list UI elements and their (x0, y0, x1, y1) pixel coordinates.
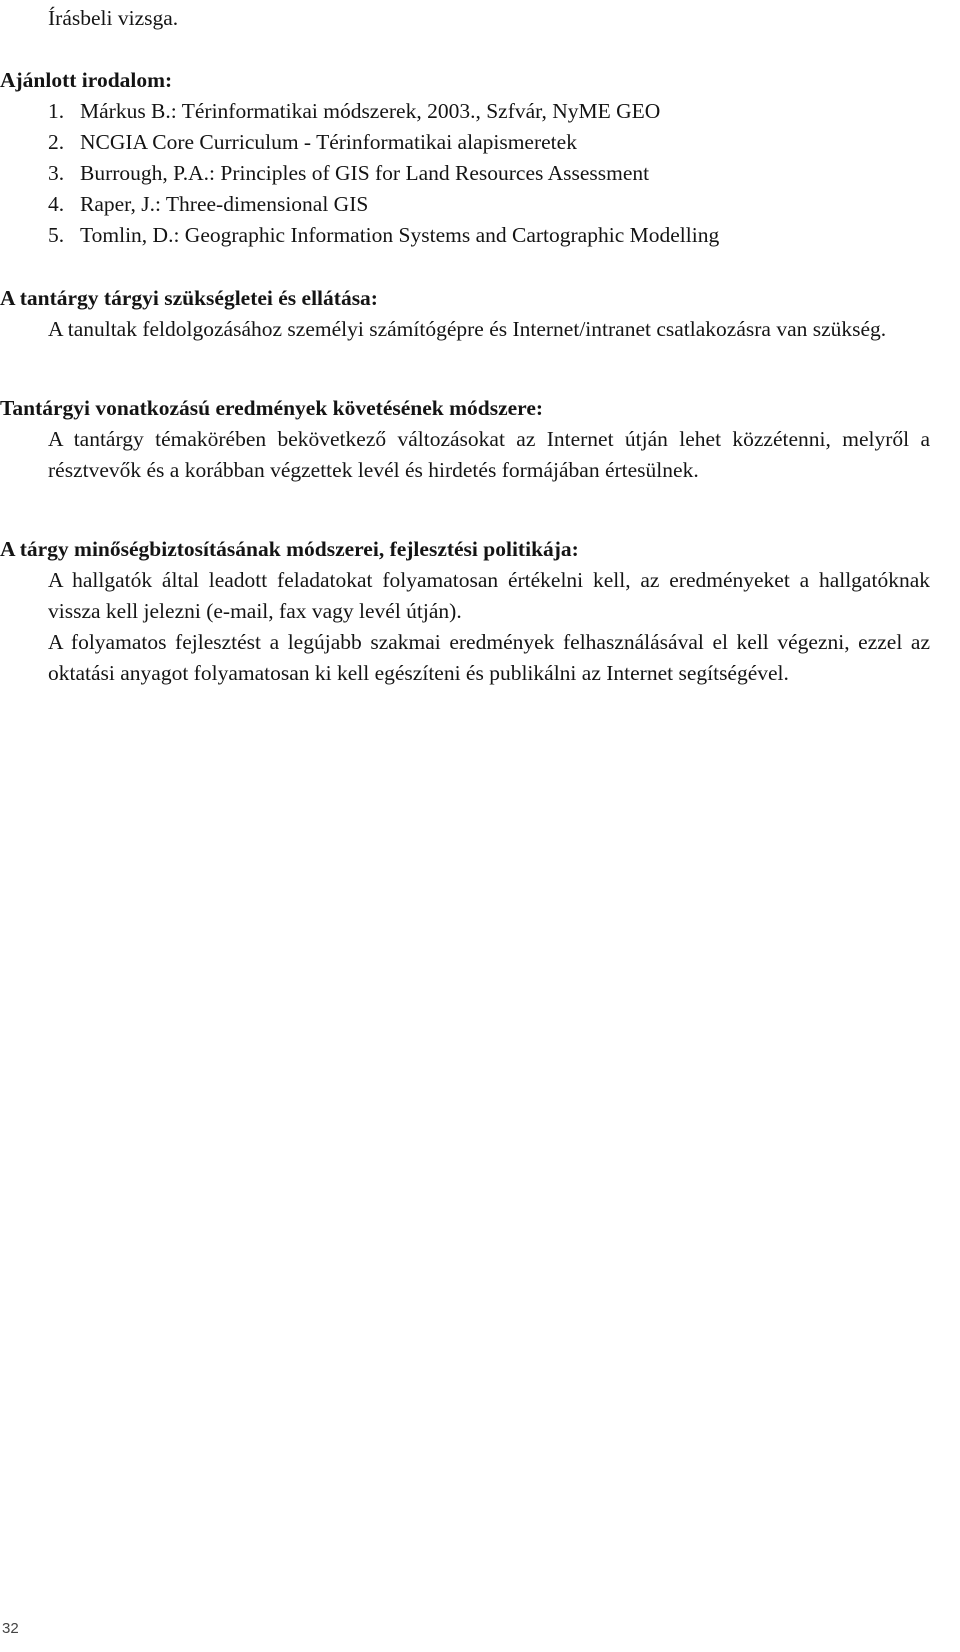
reference-item (48, 158, 930, 189)
quality-assurance-heading: A tárgy minőségbiztosításának módszerei, fejlesztési politikája: (0, 537, 579, 561)
requirements-section (0, 283, 930, 345)
reference-text: Burrough, P.A.: Principles of GIS for Land Resources Assessment (80, 161, 650, 185)
reference-item (48, 127, 930, 158)
requirements-text: A tanultak feldolgozásához személyi számítógépre és Internet/intranet csatlakozásra van szükség. (48, 317, 887, 341)
reference-text: NCGIA Core Curriculum - Térinformatikai alapismeretek (80, 130, 577, 154)
results-tracking-text: A tantárgy témakörében bekövetkező változásokat az Internet útján lehet közzétenni, melyről a résztvevők és a korábban végzettek levél és hirdetés formájában értesülnek. (48, 427, 930, 482)
quality-assurance-section (0, 534, 930, 689)
exam-type-text: Írásbeli vizsga. (48, 6, 179, 30)
reference-item (48, 96, 930, 127)
quality-assurance-paragraph: A folyamatos fejlesztést a legújabb szakmai eredmények felhasználásával el kell végezni, ezzel az oktatási anyagot folyamatosan ki kell egészíteni és publikálni az Internet segítségével. (48, 630, 930, 685)
reference-number: 4. (48, 192, 65, 216)
results-tracking-heading: Tantárgyi vonatkozású eredmények követésének módszere: (0, 396, 544, 420)
reference-text: Raper, J.: Three-dimensional GIS (80, 192, 369, 216)
reference-number: 2. (48, 130, 65, 154)
reference-number: 1. (48, 99, 65, 123)
reference-number: 3. (48, 161, 65, 185)
references-list (0, 96, 930, 251)
references-section (0, 65, 930, 251)
reference-text: Márkus B.: Térinformatikai módszerek, 2003., Szfvár, NyME GEO (80, 99, 661, 123)
reference-item (48, 220, 930, 251)
requirements-heading: A tantárgy tárgyi szükségletei és ellátása: (0, 286, 378, 310)
reference-item (48, 189, 930, 220)
page-number: 32 (2, 1620, 19, 1637)
quality-assurance-paragraph: A hallgatók által leadott feladatokat folyamatosan értékelni kell, az eredményeket a hallgatóknak vissza kell jelezni (e-mail, fax vagy levél útján). (48, 568, 930, 623)
reference-text: Tomlin, D.: Geographic Information Systems and Cartographic Modelling (80, 223, 720, 247)
reference-number: 5. (48, 223, 65, 247)
references-heading: Ajánlott irodalom: (0, 68, 173, 92)
results-tracking-section (0, 393, 930, 486)
